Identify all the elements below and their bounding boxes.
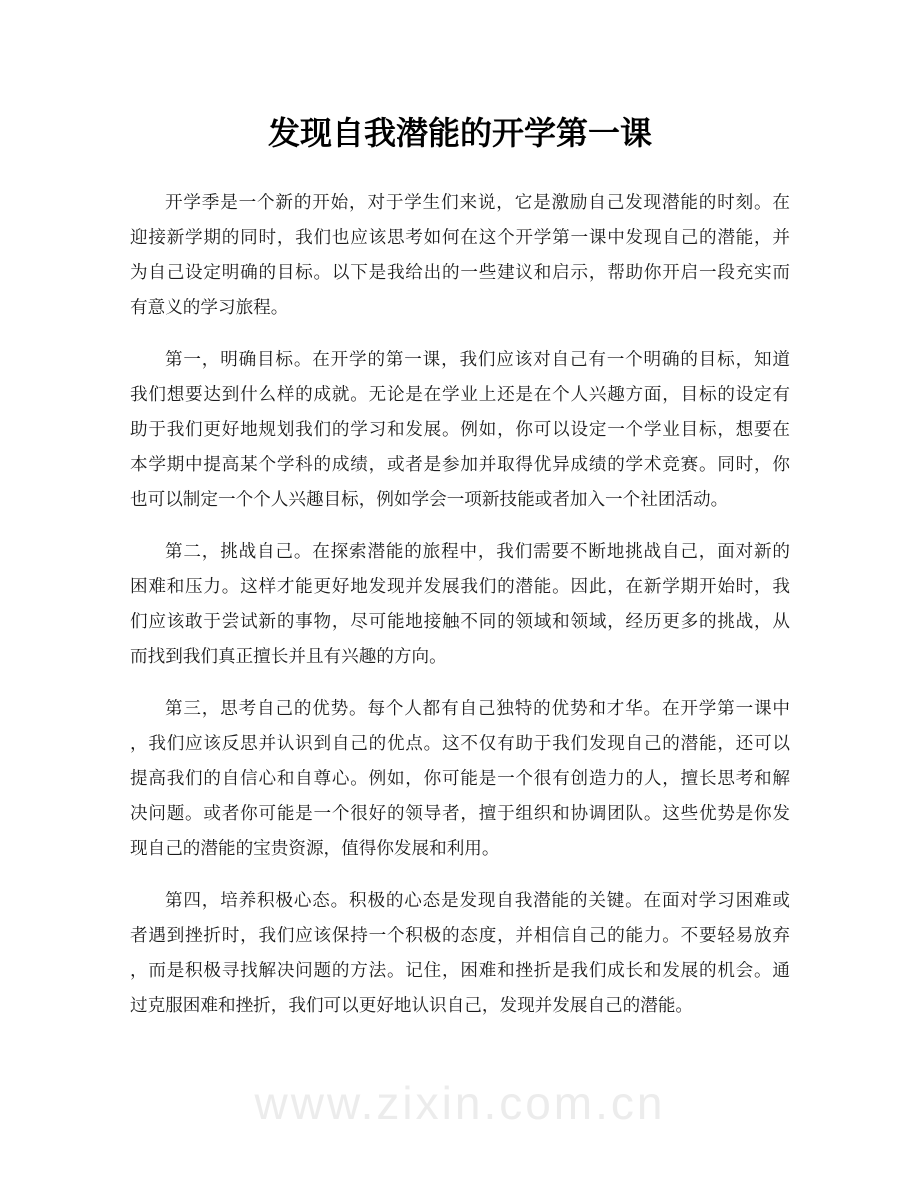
- paragraph-line: 第一，明确目标。在开学的第一课，我们应该对自己有一个明确的目标，知道: [165, 350, 790, 370]
- paragraph: [130, 343, 790, 518]
- paragraph-line: 我们想要达到什么样的成就。无论是在学业上还是在个人兴趣方面，目标的设定有: [130, 385, 790, 405]
- paragraph-line: 困难和压力。这样才能更好地发现并发展我们的潜能。因此，在新学期开始时，我: [130, 577, 790, 597]
- watermark: www.zixin.com.cn: [254, 1077, 666, 1129]
- paragraph-line: 第二，挑战自己。在探索潜能的旅程中，我们需要不断地挑战自己，面对新的: [165, 542, 790, 562]
- paragraph-line: 过克服困难和挫折，我们可以更好地认识自己，发现并发展自己的潜能。: [130, 996, 694, 1016]
- paragraph-line: 决问题。或者你可能是一个很好的领导者，擅于组织和协调团队。这些优势是你发: [130, 804, 790, 824]
- document-body: [130, 186, 790, 1041]
- paragraph-line: 者遇到挫折时，我们应该保持一个积极的态度，并相信自己的能力。不要轻易放弃: [130, 926, 790, 946]
- paragraph: [130, 535, 790, 675]
- paragraph-line: ，我们应该反思并认识到自己的优点。这不仅有助于我们发现自己的潜能，还可以: [130, 734, 790, 754]
- paragraph-line: ，而是积极寻找解决问题的方法。记住，困难和挫折是我们成长和发展的机会。通: [130, 961, 790, 981]
- paragraph-line: 第三，思考自己的优势。每个人都有自己独特的优势和才华。在开学第一课中: [165, 699, 790, 719]
- paragraph-line: 有意义的学习旅程。: [130, 298, 289, 318]
- paragraph: [130, 186, 790, 326]
- document-title: 发现自我潜能的开学第一课: [267, 114, 652, 152]
- paragraph-line: 本学期中提高某个学科的成绩，或者是参加并取得优异成绩的学术竞赛。同时，你: [130, 455, 790, 475]
- paragraph-line: 提高我们的自信心和自尊心。例如，你可能是一个很有创造力的人，擅长思考和解: [130, 769, 790, 789]
- paragraph-line: 为自己设定明确的目标。以下是我给出的一些建议和启示，帮助你开启一段充实而: [130, 263, 790, 283]
- paragraph-line: 迎接新学期的同时，我们也应该思考如何在这个开学第一课中发现自己的潜能，并: [130, 228, 790, 248]
- paragraph-line: 现自己的潜能的宝贵资源，值得你发展和利用。: [130, 839, 500, 859]
- paragraph-line: 第四，培养积极心态。积极的心态是发现自我潜能的关键。在面对学习困难或: [165, 891, 790, 911]
- paragraph-line: 助于我们更好地规划我们的学习和发展。例如，你可以设定一个学业目标，想要在: [130, 420, 790, 440]
- paragraph-line: 们应该敢于尝试新的事物，尽可能地接触不同的领域和领域，经历更多的挑战，从: [130, 612, 790, 632]
- paragraph: [130, 692, 790, 867]
- paragraph-line: 而找到我们真正擅长并且有兴趣的方向。: [130, 647, 447, 667]
- paragraph: [130, 884, 790, 1024]
- paragraph-line: 也可以制定一个个人兴趣目标，例如学会一项新技能或者加入一个社团活动。: [130, 490, 729, 510]
- paragraph-line: 开学季是一个新的开始，对于学生们来说，它是激励自己发现潜能的时刻。在: [165, 193, 790, 213]
